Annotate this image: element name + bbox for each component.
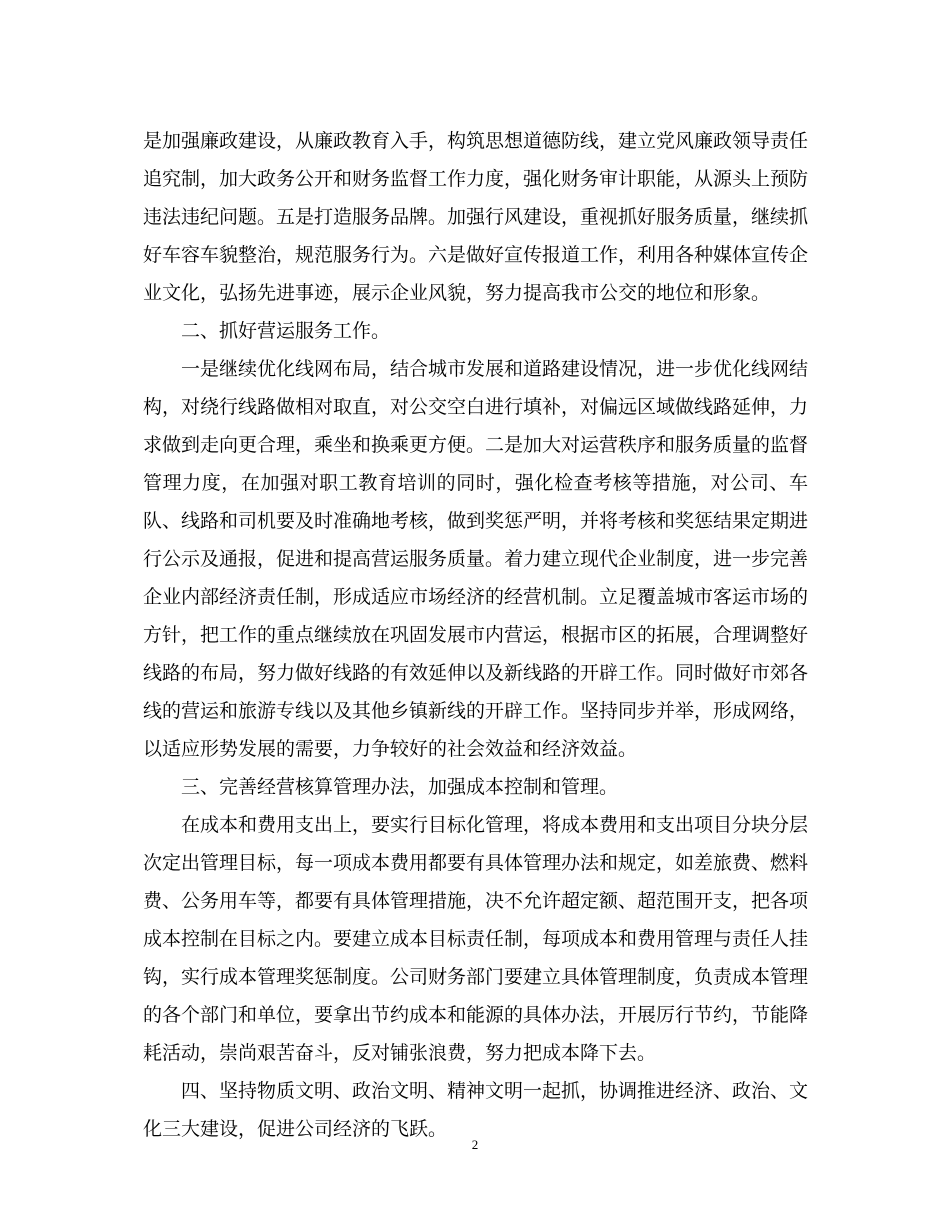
text-line: 以适应形势发展的需要，力争较好的社会效益和经济效益。 [143, 738, 638, 760]
text-line: 方针，把工作的重点继续放在巩固发展市内营运，根据市区的拓展，合理调整好 [143, 624, 808, 646]
text-line: 构，对绕行线路做相对取直，对公交空白进行填补，对偏远区域做线路延伸，力 [143, 396, 808, 418]
text-line: 管理力度，在加强对职工教育培训的同时，强化检查考核等措施，对公司、车 [143, 472, 808, 494]
text-line: 成本控制在目标之内。要建立成本目标责任制，每项成本和费用管理与责任人挂 [143, 928, 808, 950]
text-line: 钩，实行成本管理奖惩制度。公司财务部门要建立具体管理制度，负责成本管理 [143, 966, 808, 988]
text-line: 行公示及通报，促进和提高营运服务质量。着力建立现代企业制度，进一步完善 [143, 548, 808, 570]
section-heading: 三、完善经营核算管理办法，加强成本控制和管理。 [181, 776, 619, 798]
text-line: 次定出管理目标，每一项成本费用都要有具体管理办法和规定，如差旅费、燃料 [143, 852, 808, 874]
text-line: 一是继续优化线网布局，结合城市发展和道路建设情况，进一步优化线网结 [181, 358, 808, 380]
text-line: 线的营运和旅游专线以及其他乡镇新线的开辟工作。坚持同步并举，形成网络， [143, 700, 808, 722]
text-line: 的各个部门和单位，要拿出节约成本和能源的具体办法，开展厉行节约，节能降 [143, 1004, 808, 1026]
text-line: 是加强廉政建设，从廉政教育入手，构筑思想道德防线，建立党风廉政领导责任 [143, 130, 808, 152]
text-line: 化三大建设，促进公司经济的飞跃。 [143, 1118, 448, 1140]
text-line: 线路的布局，努力做好线路的有效延伸以及新线路的开辟工作。同时做好市郊各 [143, 662, 808, 684]
text-line: 违法违纪问题。五是打造服务品牌。加强行风建设，重视抓好服务质量，继续抓 [143, 206, 808, 228]
page-number: 2 [471, 1137, 479, 1152]
text-line: 业文化，弘扬先进事迹，展示企业风貌，努力提高我市公交的地位和形象。 [143, 282, 771, 304]
text-line: 企业内部经济责任制，形成适应市场经济的经营机制。立足覆盖城市客运市场的 [143, 586, 808, 608]
section-heading: 四、坚持物质文明、政治文明、精神文明一起抓，协调推进经济、政治、文 [181, 1080, 808, 1102]
document-body [143, 122, 808, 1148]
section-heading: 二、抓好营运服务工作。 [181, 320, 391, 342]
text-line: 追究制，加大政务公开和财务监督工作力度，强化财务审计职能，从源头上预防 [143, 168, 808, 190]
text-line: 耗活动，崇尚艰苦奋斗，反对铺张浪费，努力把成本降下去。 [143, 1042, 657, 1064]
text-line: 队、线路和司机要及时准确地考核，做到奖惩严明，并将考核和奖惩结果定期进 [143, 510, 808, 532]
text-line: 费、公务用车等，都要有具体管理措施，决不允许超定额、超范围开支，把各项 [143, 890, 808, 912]
text-line: 求做到走向更合理，乘坐和换乘更方便。二是加大对运营秩序和服务质量的监督 [143, 434, 808, 456]
text-line: 在成本和费用支出上，要实行目标化管理，将成本费用和支出项目分块分层 [181, 814, 808, 836]
text-line: 好车容车貌整治，规范服务行为。六是做好宣传报道工作，利用各种媒体宣传企 [143, 244, 808, 266]
